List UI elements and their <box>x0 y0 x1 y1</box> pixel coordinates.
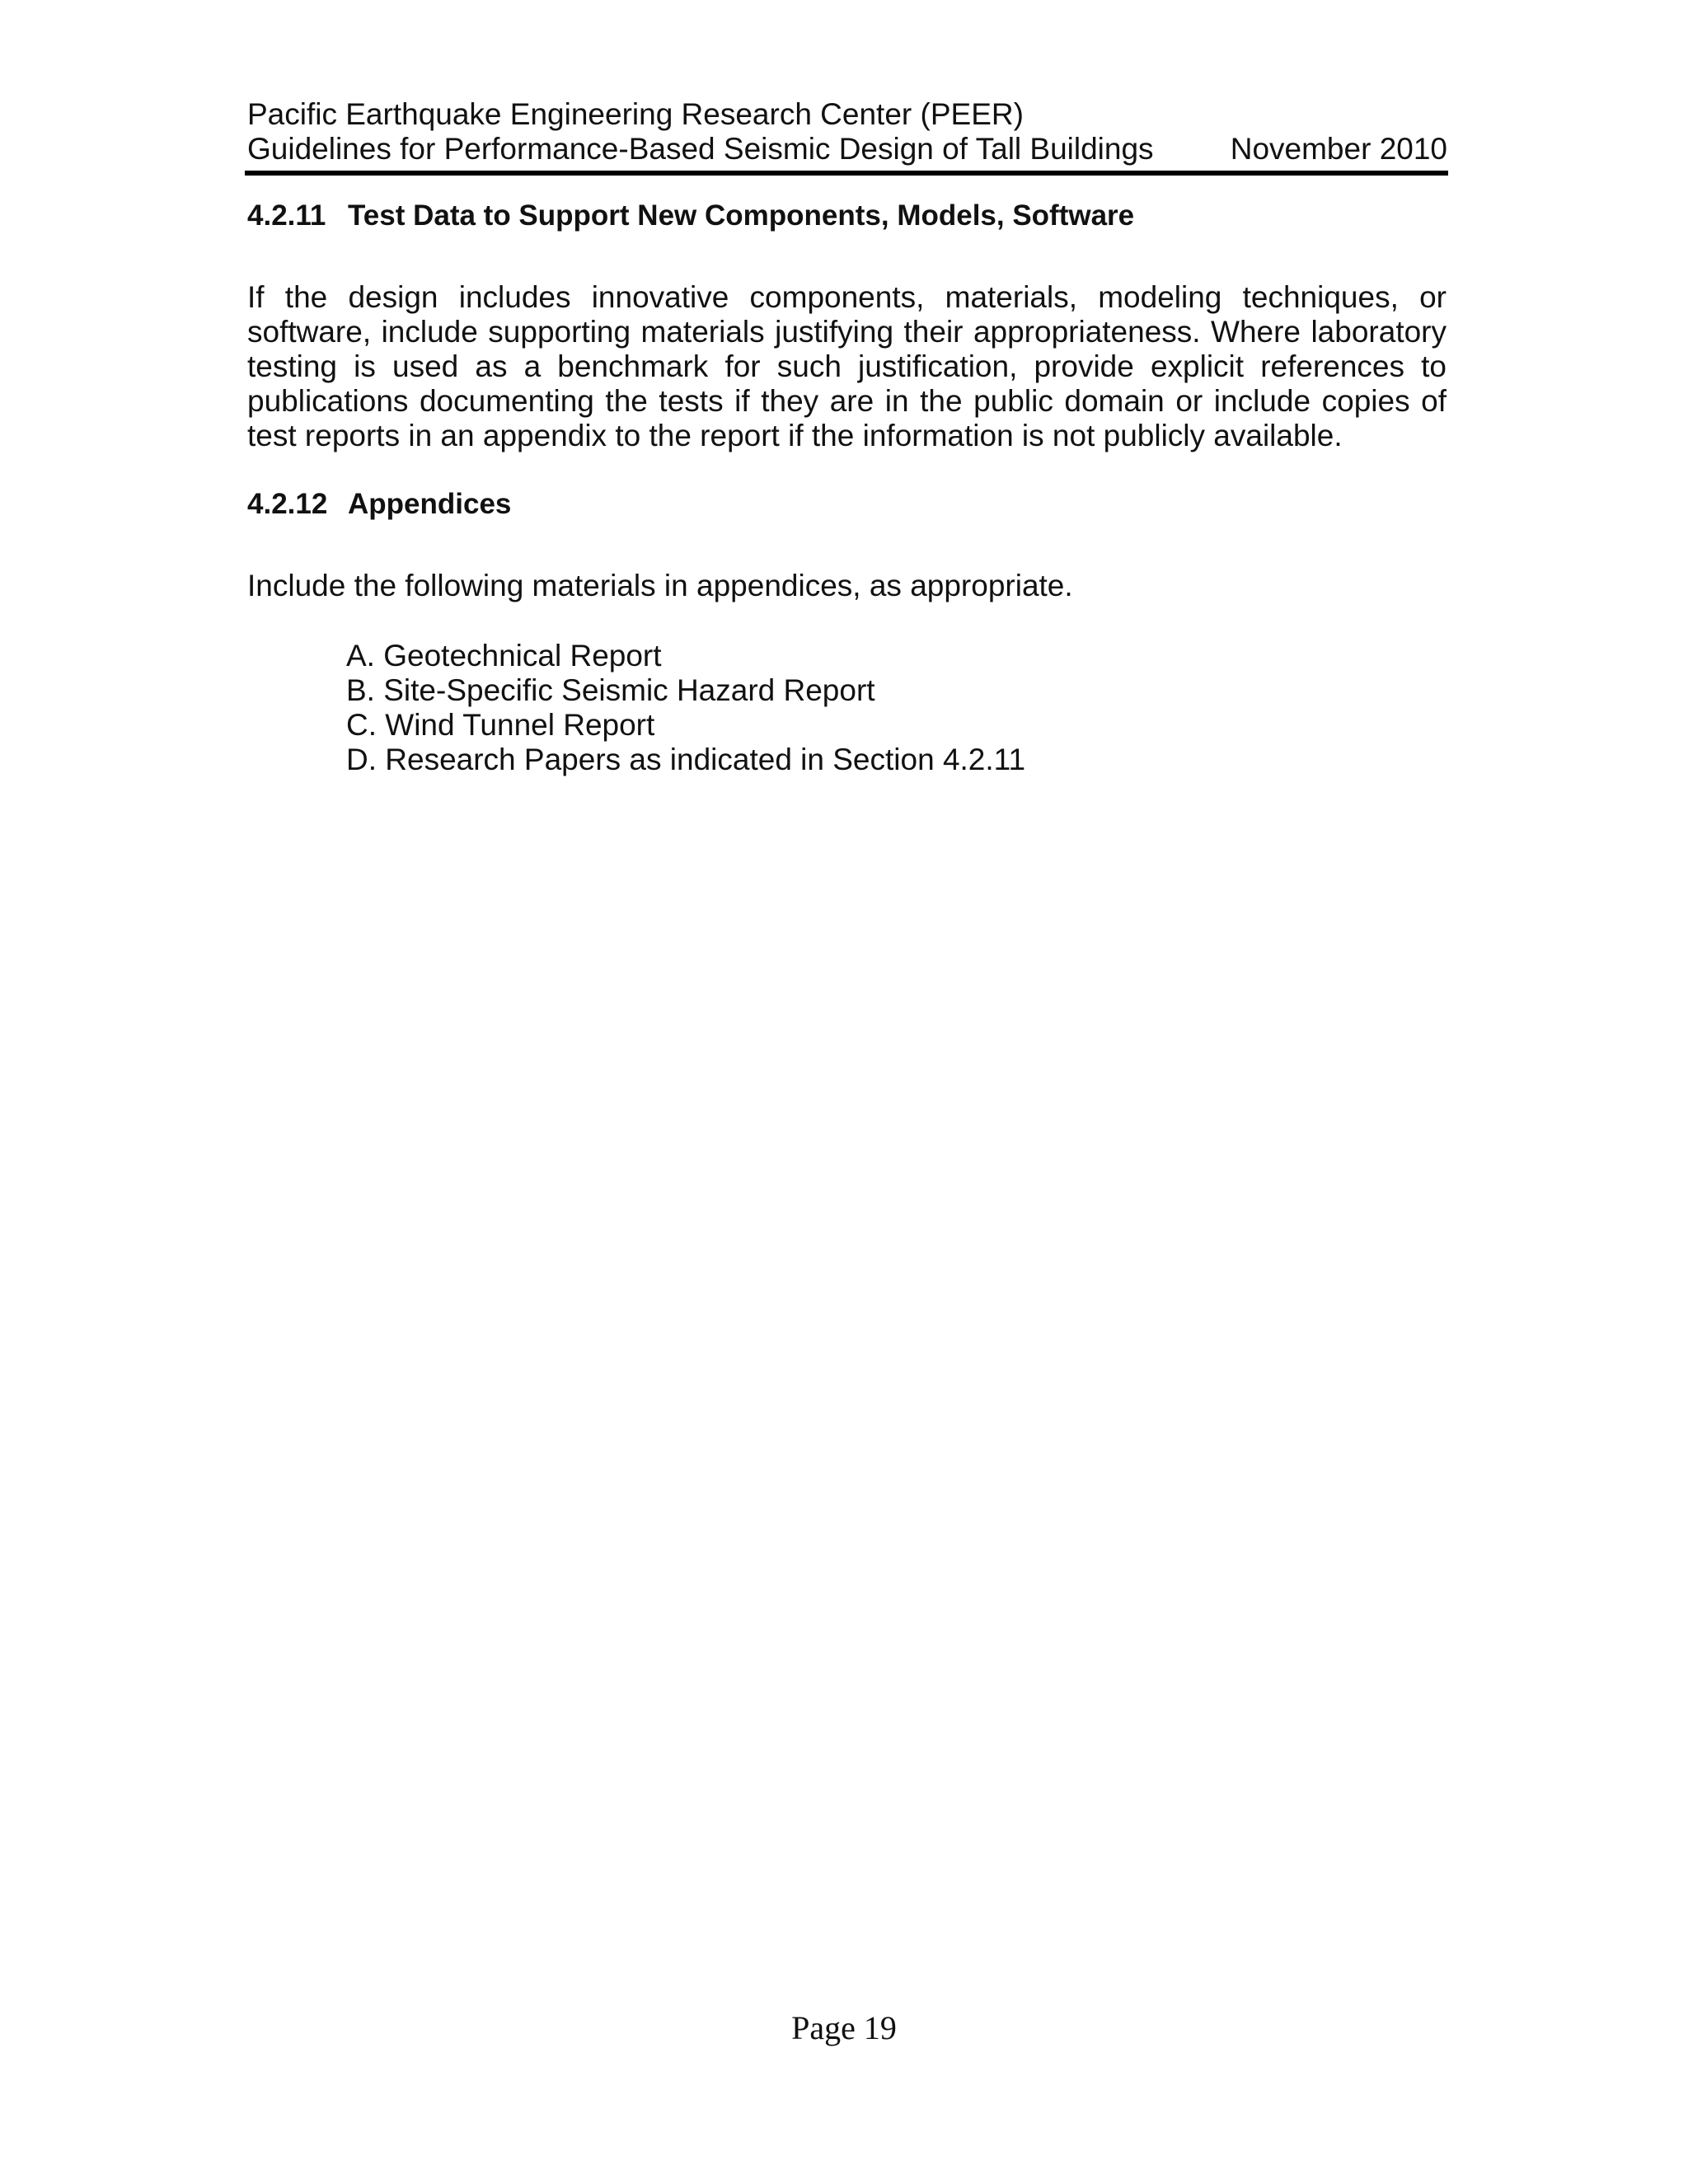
section-number: 4.2.11 <box>247 199 326 232</box>
header-rule <box>245 171 1448 176</box>
section-body-4-2-12: Include the following materials in appendices, as appropriate. <box>247 569 1073 602</box>
header-title: Guidelines for Performance-Based Seismic Design of Tall Buildings <box>247 132 1154 166</box>
page-number: Page 19 <box>791 2009 897 2046</box>
section-number: 4.2.12 <box>247 488 328 520</box>
running-header <box>247 97 1447 166</box>
header-title-row <box>247 132 1447 166</box>
list-item: B. Site-Specific Seismic Hazard Report <box>346 673 875 707</box>
list-item: A. Geotechnical Report <box>346 639 662 673</box>
list-item: C. Wind Tunnel Report <box>346 708 655 742</box>
section-heading-4-2-11 <box>247 199 1134 232</box>
header-date: November 2010 <box>1230 132 1447 166</box>
appendix-list <box>346 639 1025 777</box>
list-item: D. Research Papers as indicated in Section 4.2.11 <box>346 743 1026 776</box>
section-title: Appendices <box>348 488 512 520</box>
section-body-4-2-11: If the design includes innovative components, materials, modeling techniques, or software, include supporting materials justifying their appropriateness. Where laboratory testing is used as a benchmark for such justification, provide explicit references to publications documenting the tests if they are in the public domain or include copies of test reports in an appendix to the report if the information is not publicly available. <box>247 280 1447 452</box>
header-org: Pacific Earthquake Engineering Research Center (PEER) <box>247 97 1024 131</box>
section-title: Test Data to Support New Components, Models, Software <box>348 199 1135 232</box>
section-heading-4-2-12 <box>247 488 511 521</box>
